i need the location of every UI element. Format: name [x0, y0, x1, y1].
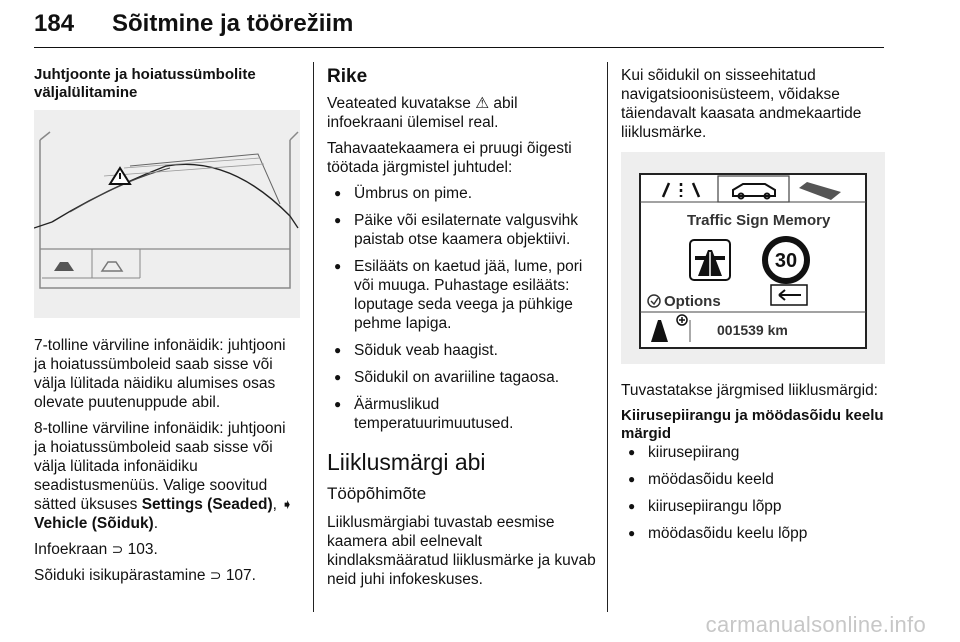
paragraph-8-inch-text: 8-tolline värviline infonäidik: juhtjooni ja hoiatussümboleid saab sisse või välja lülitada infonäidiku seadistusmenüüs. Valige soovitud sätted üksuses [34, 420, 286, 513]
paragraph-7-inch: 7-tolline värviline infonäidik: juhtjooni ja hoiatussümboleid saab sisse või välja lülitada näidiku alumises osas olevate puutenuppude abil. [34, 337, 286, 411]
sub-heading: Tööpõhimõte [327, 484, 427, 503]
navigation-paragraph: Kui sõidukil on sisseehitatud navigatsioonisüsteem, võidakse täiendavalt kaasata andmekaartide liiklusmärke. [621, 67, 862, 141]
page-number: 184 [34, 10, 75, 37]
vehicle-menu-label: Vehicle (Sõiduk) [34, 515, 154, 532]
reference-infoekraan-label: Infoekraan [34, 541, 108, 558]
reference-isikuparastamine-label: Sõiduki isikupärastamine [34, 567, 206, 584]
traffic-sign-memory-figure [621, 152, 885, 364]
speed-limit-sign [765, 239, 807, 281]
watermark: carmanualsonline.info [705, 612, 926, 637]
list-item: ● Ümbrus on pime. [327, 184, 597, 203]
section-subheading: Juhtjoonte ja hoiatussümbolite väljalülitamine [34, 66, 256, 101]
list-item: ● Sõiduk veab haagist. [327, 341, 597, 360]
reference-infoekraan [34, 540, 300, 559]
warning-triangle-icon: ⚠ [475, 95, 490, 112]
reference-isikuparastamine [34, 566, 300, 585]
settings-menu-label: Settings (Seaded) [141, 496, 273, 513]
odometer-value: 001539 km [717, 322, 788, 338]
detected-signs-paragraph: Tuvastatakse järgmised liiklusmärgid: [621, 382, 878, 399]
column-2 [327, 66, 597, 596]
speed-limit-subheading: Kiirusepiirangu ja möödasõidu keelu märgid [621, 407, 884, 442]
separator-text: , [272, 496, 282, 513]
section-paragraph: Liiklusmärgiabi tuvastab eesmise kaamera abil eelnevalt kindlaksmääratud liiklusmärke ja kuvab neid juhi infokeskuses. [327, 514, 596, 588]
rike-paragraph-1 [327, 94, 597, 132]
list-item: ● kiirusepiirangu lõpp [621, 497, 886, 516]
list-item: ● Päike või esilaternate valgusvihk paistab otse kaamera objektiivi. [327, 211, 597, 249]
list-item: ● möödasõidu keeld [621, 470, 886, 489]
reference-infoekraan-page: 103. [127, 541, 158, 558]
rike-paragraph-2: Tahavaatekaamera ei pruugi õigesti töötada järgmistel juhtudel: [327, 140, 572, 176]
page-header [34, 4, 884, 48]
rear-camera-display-figure [34, 110, 300, 318]
rike-heading: Rike [327, 66, 368, 87]
column-3 [621, 66, 886, 551]
reference-isikuparastamine-page: 107. [225, 567, 256, 584]
section-heading: Liiklusmärgi abi [327, 449, 486, 475]
motorway-sign-icon [690, 240, 730, 280]
page-reference-icon: ⊃ [111, 541, 124, 557]
list-item: ● Sõidukil on avariiline tagaosa. [327, 368, 597, 387]
sign-types-list [621, 443, 886, 543]
options-label: Options [664, 293, 721, 310]
paragraph-8-inch [34, 419, 300, 533]
column-divider-1 [313, 62, 314, 612]
page-reference-icon: ⊃ [209, 567, 222, 583]
list-item: ● möödasõidu keelu lõpp [621, 524, 886, 543]
column-1 [34, 66, 300, 592]
rike-text-end: abil infoekraani ülemisel real. [327, 95, 518, 131]
traffic-sign-memory-illustration [621, 152, 885, 364]
period-text: . [153, 515, 159, 532]
rear-camera-display-illustration [34, 110, 300, 318]
display-title: Traffic Sign Memory [687, 212, 831, 229]
list-item: ● Esilääts on kaetud jää, lume, pori või muuga. Puhastage esilääts: loputage seda veega ja pühkige pehme lapiga. [327, 257, 597, 333]
list-item: ● kiirusepiirang [621, 443, 886, 462]
column-divider-2 [607, 62, 608, 612]
page-title: Sõitmine ja töörežiim [112, 10, 354, 37]
speed-value: 30 [774, 250, 798, 272]
rike-text-start: Veateated kuvatakse [327, 95, 476, 112]
list-item: ● Äärmuslikud temperatuurimuutused. [327, 395, 597, 433]
malfunction-list [327, 184, 597, 433]
arrow-right-icon: ➧ [281, 496, 293, 512]
